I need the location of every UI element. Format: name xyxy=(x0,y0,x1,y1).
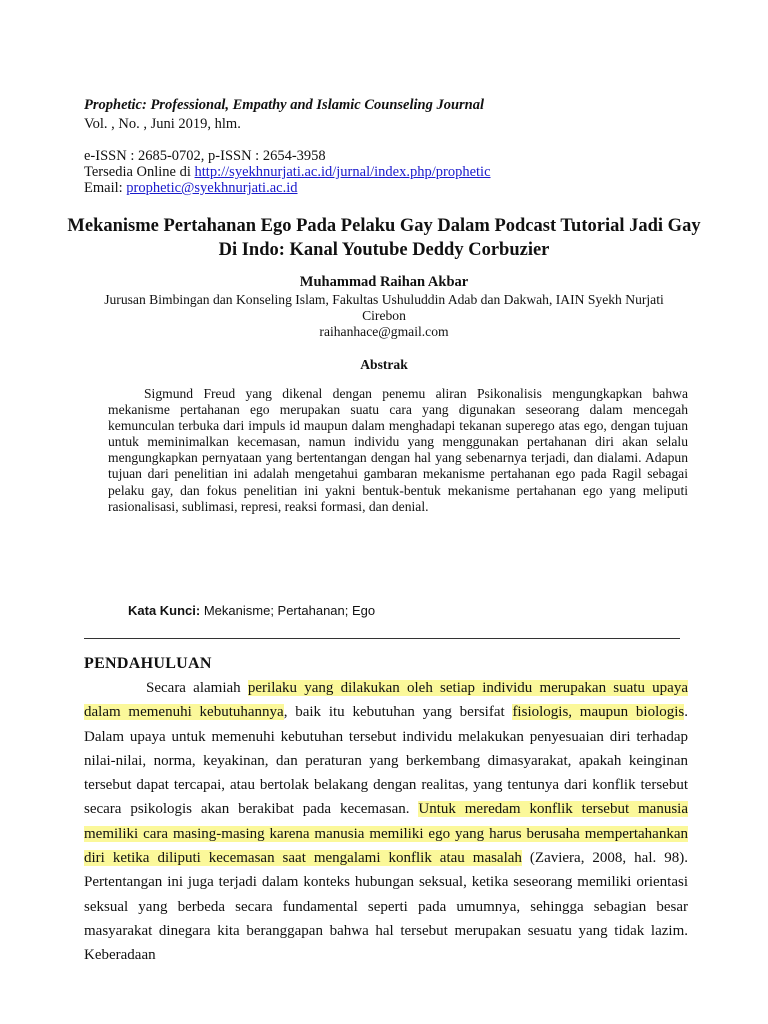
journal-email-link[interactable]: prophetic@syekhnurjati.ac.id xyxy=(126,180,298,196)
online-line xyxy=(84,164,491,181)
journal-title: Prophetic: Professional, Empathy and Islamic Counseling Journal xyxy=(84,97,485,113)
highlighted-text: fisiologis, maupun biologis xyxy=(512,704,685,721)
highlighted-text: perilaku yang dilakukan oleh setiap individu merupakan suatu upaya dalam memenuhi kebutuhannya xyxy=(84,680,688,721)
body-text: . Dalam upaya untuk memenuhi kebutuhan tersebut individu melakukan penyesuaian diri terhadap nilai-nilai, norma, keyakinan, dan peraturan yang berkembang dimasyarakat, apakah keinginan tersebut dapat tercapai, atau bertolak belakang dengan realitas, yang tentunya dari konflik tersebut secara psikologis akan berakibat pada kecemasan. xyxy=(84,704,689,818)
body-text: Secara alamiah xyxy=(146,680,248,696)
body-paragraph xyxy=(84,676,688,968)
author-name: Muhammad Raihan Akbar xyxy=(299,274,469,290)
volume-line: Vol. , No. , Juni 2019, hlm. xyxy=(84,116,241,132)
section-divider xyxy=(84,638,680,639)
author-email: raihanhace@gmail.com xyxy=(319,324,449,339)
email-line xyxy=(84,180,298,197)
keywords-values: Mekanisme; Pertahanan; Ego xyxy=(200,603,376,618)
body-text: , baik itu kebutuhan yang bersifat xyxy=(283,704,513,721)
author-affiliation: Jurusan Bimbingan dan Konseling Islam, Fakultas Ushuluddin Adab dan Dakwah, IAIN Syekh Nurjati Cirebon xyxy=(104,292,664,323)
abstract-text: Sigmund Freud yang dikenal dengan penemu aliran Psikonalisis mengungkapkan bahwa mekanisme pertahanan ego merupakan suatu cara yang digunakan seseorang dalam mencegah kemunculan terbuka dari impuls id maupun dalam menghadapi tekanan superego atas ego, dengan tujuan untuk meminimalkan kecemasan, namun individu yang menggunakan pertahanan diri akan selalu mengungkapkan pernyataan yang bertentangan dengan hal yang sebenarnya terjadi, dan dialami. Adapun tujuan dari penelitian ini adalah mengetahui gambaran mekanisme pertahanan ego pada Ragil sebagai pelaku gay, dan fokus penelitian ini yakni bentuk-bentuk mekanisme pertahanan ego yang meliputi rasionalisasi, sublimasi, represi, reaksi formasi, dan denial. xyxy=(108,386,688,514)
email-prefix: Email: xyxy=(84,180,127,196)
journal-url-link[interactable]: http://syekhnurjati.ac.id/jurnal/index.php/prophetic xyxy=(194,164,491,180)
online-prefix: Tersedia Online di xyxy=(84,164,195,180)
abstract-heading: Abstrak xyxy=(360,357,408,372)
article-title: Mekanisme Pertahanan Ego Pada Pelaku Gay Dalam Podcast Tutorial Jadi Gay Di Indo: Kanal Youtube Deddy Corbuzier xyxy=(67,216,701,260)
body-text: (Zaviera, 2008, hal. 98). Pertentangan ini juga terjadi dalam konteks hubungan seksual, ketika seseorang memiliki orientasi seksual yang berbeda secara fundamental seperti pada umumnya, sehingga sebagian besar masyarakat dinegara kita beranggapan bahwa hal tersebut merupakan sesuatu yang tidak lazim. Keberadaan xyxy=(84,850,688,964)
highlighted-text: Untuk meredam konflik tersebut manusia memiliki cara masing-masing karena manusia memiliki ego yang harus berusaha mempertahankan diri ketika diliputi kecemasan saat mengalami konflik atau masalah xyxy=(84,801,689,867)
issn-line: e-ISSN : 2685-0702, p-ISSN : 2654-3958 xyxy=(84,148,326,164)
keywords-label: Kata Kunci: xyxy=(128,603,201,618)
keywords xyxy=(128,603,375,618)
section-heading: PENDAHULUAN xyxy=(84,655,212,672)
